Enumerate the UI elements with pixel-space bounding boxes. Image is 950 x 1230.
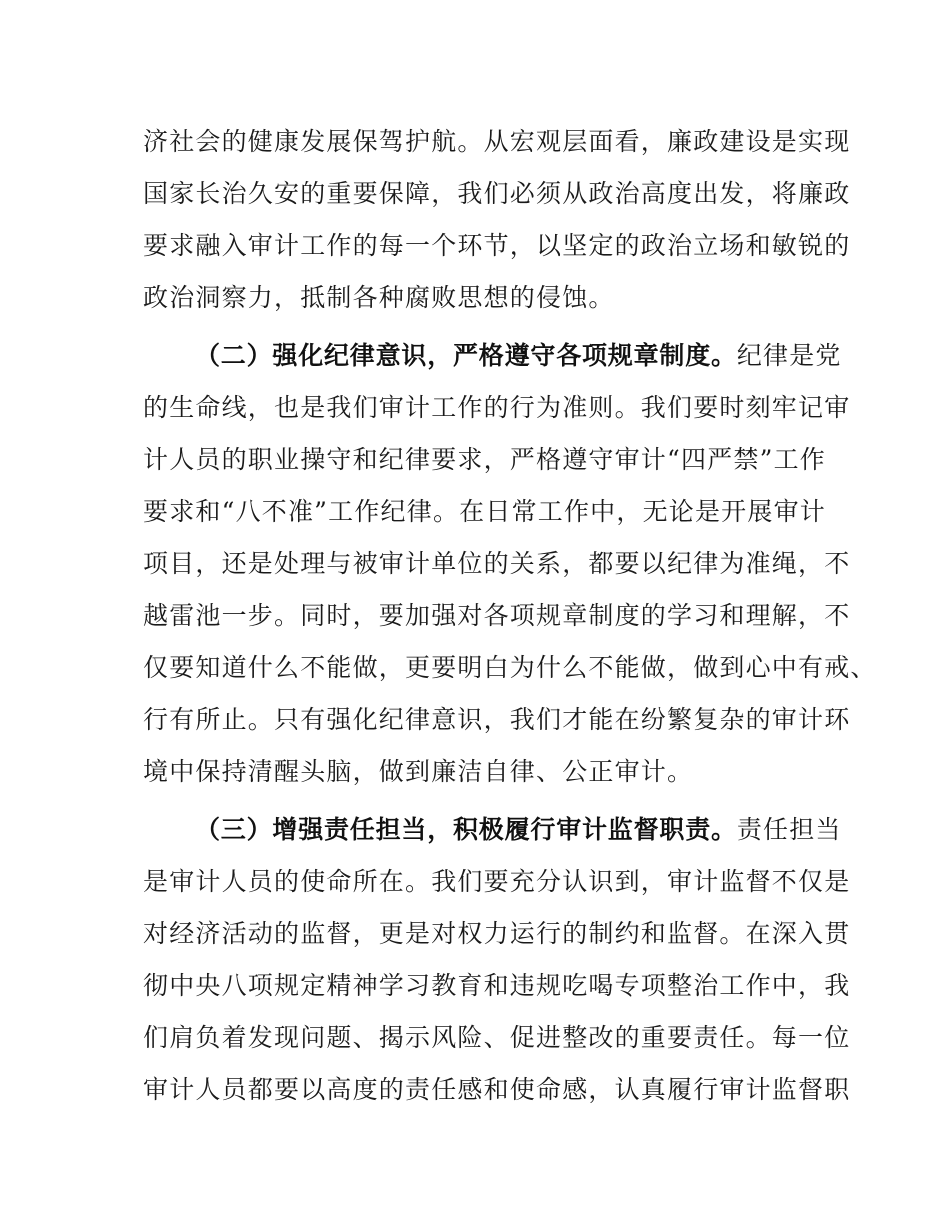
- paragraph-line: 境中保持清醒头脑，做到廉洁自律、公正审计。: [143, 757, 694, 786]
- paragraph-line: 要求和“八不准”工作纪律。在日常工作中，无论是开展审计: [143, 497, 826, 526]
- section-3-first-line: [195, 810, 842, 850]
- paragraph-line: 项目，还是处理与被审计单位的关系，都要以纪律为准绳，不: [143, 549, 851, 578]
- paragraph-line: 政治洞察力，抵制各种腐败思想的侵蚀。: [143, 283, 615, 312]
- paragraph-line: 的生命线，也是我们审计工作的行为准则。我们要时刻牢记审: [143, 393, 851, 422]
- section-2-heading: （二）强化纪律意识，严格遵守各项规章制度。: [195, 341, 737, 370]
- paragraph-line: 越雷池一步。同时，要加强对各项规章制度的学习和理解，不: [143, 601, 851, 630]
- paragraph-line: 济社会的健康发展保驾护航。从宏观层面看，廉政建设是实现: [143, 127, 851, 156]
- paragraph-line: 仅要知道什么不能做，更要明白为什么不能做，做到心中有戒、: [143, 653, 877, 682]
- paragraph-line: 要求融入审计工作的每一个环节，以坚定的政治立场和敏锐的: [143, 231, 851, 260]
- section-3-heading: （三）增强责任担当，积极履行审计监督职责。: [195, 815, 737, 844]
- paragraph-line: 是审计人员的使命所在。我们要充分认识到，审计监督不仅是: [143, 867, 851, 896]
- paragraph-line: 国家长治久安的重要保障，我们必须从政治高度出发，将廉政: [143, 179, 851, 208]
- paragraph-line: 对经济活动的监督，更是对权力运行的制约和监督。在深入贯: [143, 919, 851, 948]
- section-3-first-line-text: 责任担当: [736, 815, 842, 844]
- section-2-first-line-text: 纪律是党: [736, 341, 842, 370]
- section-2-first-line: [195, 336, 842, 376]
- paragraph-line: 行有所止。只有强化纪律意识，我们才能在纷繁复杂的审计环: [143, 705, 851, 734]
- paragraph-line: 计人员的职业操守和纪律要求，严格遵守审计“四严禁”工作: [143, 445, 826, 474]
- paragraph-line: 彻中央八项规定精神学习教育和违规吃喝专项整治工作中，我: [143, 971, 851, 1000]
- paragraph-line: 们肩负着发现问题、揭示风险、促进整改的重要责任。每一位: [143, 1023, 851, 1052]
- paragraph-line: 审计人员都要以高度的责任感和使命感，认真履行审计监督职: [143, 1075, 851, 1104]
